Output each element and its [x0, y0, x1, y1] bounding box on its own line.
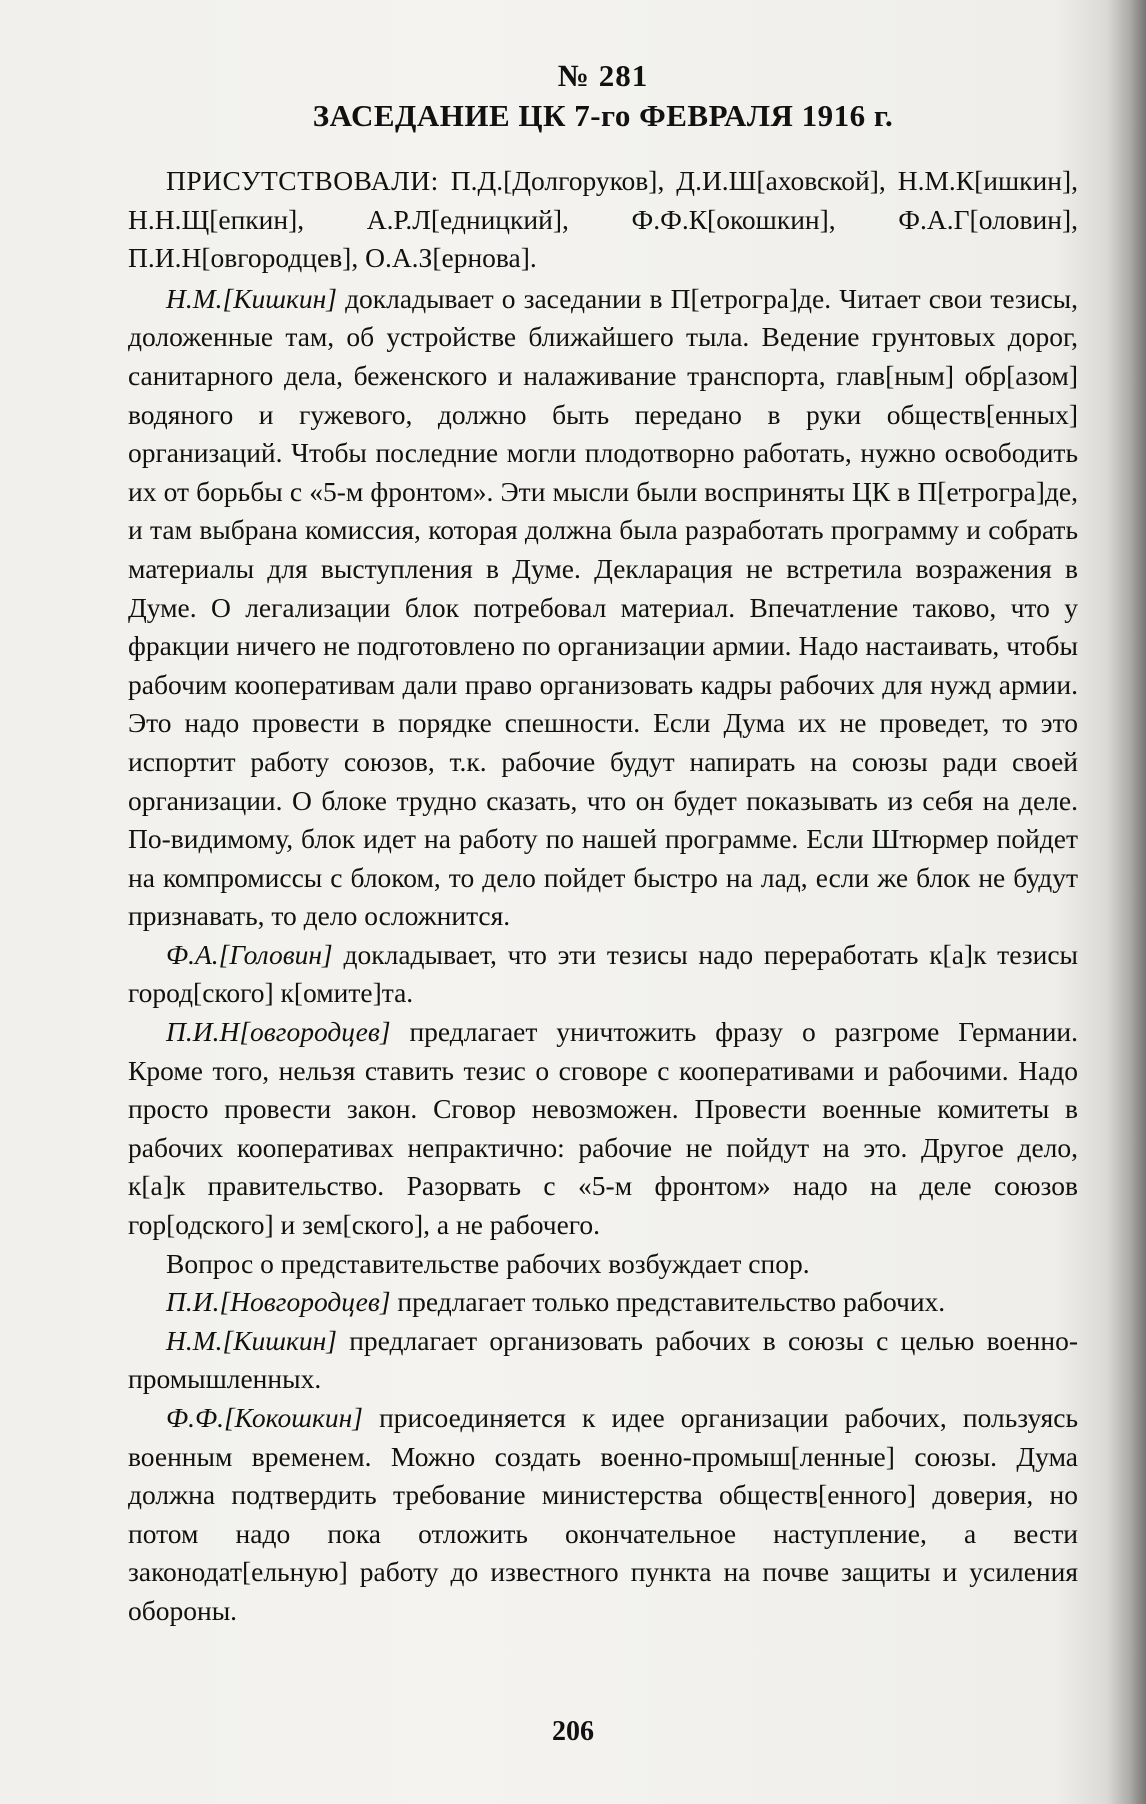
- paragraph: [128, 1283, 1078, 1322]
- page-number: 206: [552, 1716, 594, 1747]
- book-spine-shadow: [1106, 0, 1146, 1804]
- paragraph: [128, 280, 1078, 936]
- attendees-names: П.Д.[Долгоруков], Д.И.Ш[аховской], Н.М.К[ишкин], Н.Н.Щ[епкин], А.Р.Л[едницкий], Ф.Ф.К[окошкин], Ф.А.Г[оловин], П.И.Н[овгородцев], О.А.З[ернова].: [128, 165, 1078, 274]
- paragraph-text: Вопрос о представительстве рабочих возбуждает спор.: [166, 1247, 810, 1279]
- attendees-paragraph: [128, 162, 1078, 278]
- document-title: ЗАСЕДАНИЕ ЦК 7-го ФЕВРАЛЯ 1916 г.: [312, 98, 894, 133]
- speaker-name: П.И.Н[овгородцев]: [166, 1016, 391, 1048]
- paragraph: [128, 1322, 1078, 1399]
- paragraph-text: предлагает организовать рабочих в союзы с целью военно-промышленных.: [128, 1324, 1078, 1395]
- paragraph-text: докладывает о заседании в П[етрогра]де. Читает свои тезисы, доложенные там, об устройстве ближайшего тыла. Ведение грунтовых дорог, санитарного дела, беженского и налаживание транспорта, глав[ным] обр[азом] водяного и гужевого, должно быть передано в руки обществ[енных] организаций. Чтобы последние могли плодотворно работать, нужно освободить их от борьбы с «5-м фронтом». Эти мысли были восприняты ЦК в П[етрогра]де, и там выбрана комиссия, которая должна была разработать программу и собрать материалы для выступления в Думе. Декларация не встретила возражения в Думе. О легализации блок потребовал материал. Впечатление таково, что у фракции ничего не подготовлено по организации армии. Надо настаивать, чтобы рабочим кооперативам дали право организовать кадры рабочих для нужд армии. Это надо провести в порядке спешности. Если Дума их не проведет, то это испортит работу союзов, т.к. рабочие будут напирать на союзы ради своей организации. О блоке трудно сказать, что он будет показывать из себя на деле. По-видимому, блок идет на работу по нашей программе. Если Штюрмер пойдет на компромиссы с блоком, то дело пойдет быстро на лад, если же блок не будут признавать, то дело осложнится.: [128, 282, 1078, 932]
- speaker-name: П.И.[Новгородцев]: [166, 1286, 391, 1318]
- speaker-name: Н.М.[Кишкин]: [166, 1324, 337, 1356]
- speaker-name: Ф.Ф.[Кокошкин]: [166, 1402, 363, 1433]
- paragraph-text: предлагает только представительство рабочих.: [397, 1286, 946, 1318]
- paragraph: [128, 1399, 1078, 1631]
- paragraph: [128, 1013, 1078, 1245]
- paragraph: [128, 1245, 1078, 1284]
- paragraph-text: докладывает, что эти тезисы надо переработать к[а]к тезисы город[ского] к[омите]та.: [128, 938, 1078, 1009]
- paragraph: [128, 936, 1078, 1013]
- paragraph-text: предлагает уничтожить фразу о разгроме Германии. Кроме того, нельзя ставить тезис о сговоре с кооперативами и рабочими. Надо просто провести закон. Сговор невозможен. Провести военные комитеты в рабочих кооперативах непрактично: рабочие не пойдут на это. Другое дело, к[а]к правительство. Разорвать с «5-м фронтом» надо на деле союзов гор[одского] и зем[ского], а не рабочего.: [128, 1016, 1079, 1241]
- attendees-label: ПРИСУТСТВОВАЛИ:: [166, 165, 439, 196]
- paragraph-text: присоединяется к идее организации рабочих, пользуясь военным временем. Можно создать военно-промыш[ленные] союзы. Дума должна подтвердить требование министерства обществ[енного] доверия, но потом надо пока отложить окончательное наступление, а вести законодат[ельную] работу до известного пункта на почве защиты и усиления обороны.: [128, 1402, 1079, 1626]
- speaker-name: Н.М.[Кишкин]: [166, 282, 337, 314]
- document-number: № 281: [557, 58, 649, 93]
- document-body: [128, 48, 1078, 1631]
- speaker-name: Ф.А.[Головин]: [166, 938, 333, 970]
